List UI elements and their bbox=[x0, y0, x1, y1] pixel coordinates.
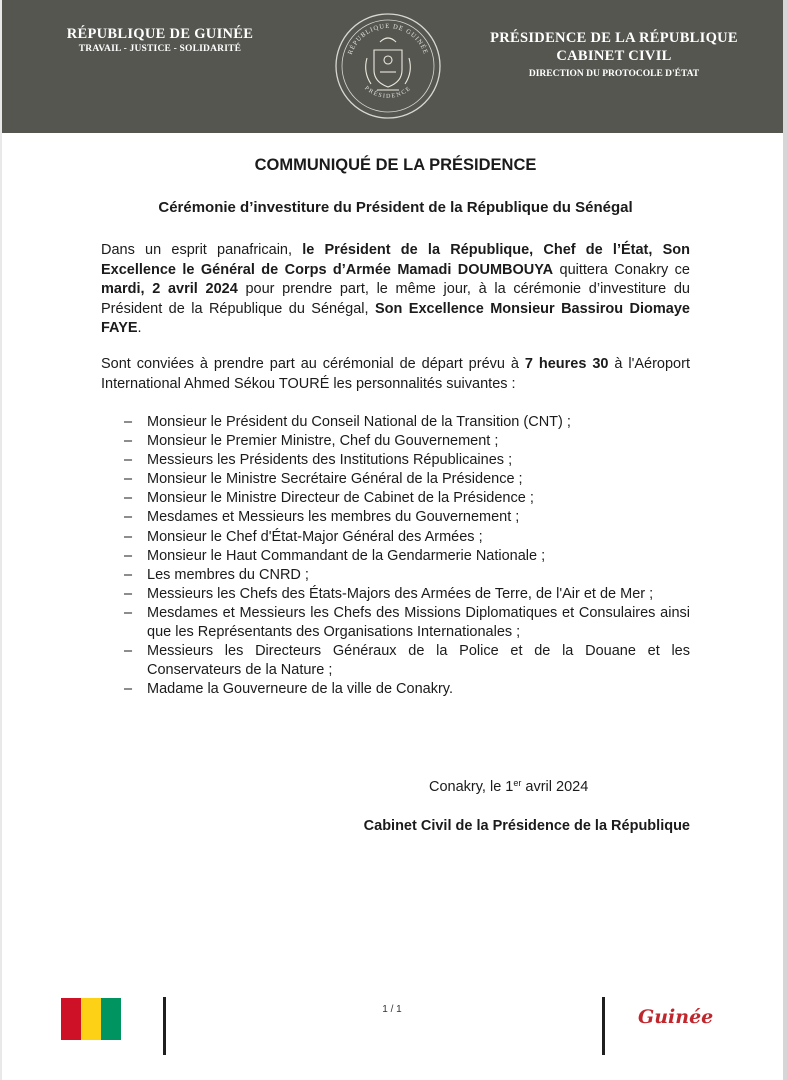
list-dash: – bbox=[124, 566, 133, 583]
p1-text-a: Dans un esprit panafricain, bbox=[101, 242, 303, 258]
date-suffix: avril 2024 bbox=[521, 779, 589, 795]
p1-president-title: le Président de la République, Chef de l’État, Son Excellence le Général de Corps d’Armée Mamadi DOUMBOUYA bbox=[101, 242, 690, 278]
list-dash: – bbox=[124, 681, 133, 698]
list-item-text: Monsieur le Chef d'État-Major Général des Armées ; bbox=[147, 528, 483, 545]
p2-time: 7 heures 30 bbox=[524, 356, 609, 372]
seal-text-top: RÉPUBLIQUE DE GUINÉE bbox=[346, 22, 430, 56]
document-date bbox=[429, 778, 588, 795]
list-item bbox=[101, 547, 690, 566]
list-item bbox=[101, 566, 690, 585]
list-item bbox=[101, 413, 690, 432]
presidency-name: PRÉSIDENCE DE LA RÉPUBLIQUE bbox=[490, 30, 738, 46]
footer-divider-right bbox=[602, 997, 605, 1055]
letterhead-right bbox=[480, 30, 748, 79]
list-dash: – bbox=[124, 643, 133, 660]
svg-text:PRÉSIDENCE bbox=[363, 85, 412, 99]
list-dash: – bbox=[124, 509, 133, 526]
list-dash: – bbox=[124, 547, 133, 564]
invitee-list bbox=[101, 413, 690, 699]
flag-stripe-yellow bbox=[81, 998, 101, 1040]
list-item bbox=[101, 604, 690, 642]
page-edge bbox=[783, 0, 787, 1080]
list-item-text: Monsieur le Ministre Directeur de Cabinet de la Présidence ; bbox=[147, 490, 534, 507]
p1-text-e: pour prendre part, le même jour, à la cérémonie d’investiture du Président de la République du Sénégal, bbox=[101, 281, 690, 317]
date-prefix: Conakry, le 1 bbox=[429, 779, 514, 795]
list-item bbox=[101, 680, 690, 699]
seal-text-bottom: PRÉSIDENCE bbox=[363, 85, 413, 100]
list-dash: – bbox=[124, 414, 133, 430]
list-item bbox=[101, 489, 690, 508]
letterhead-left bbox=[60, 26, 260, 54]
list-dash: – bbox=[124, 433, 133, 450]
list-item bbox=[101, 508, 690, 527]
list-item-text: Madame la Gouverneure de la ville de Conakry. bbox=[147, 681, 454, 698]
p1-date: mardi, 2 avril 2024 bbox=[101, 281, 238, 297]
list-dash: – bbox=[124, 604, 133, 621]
presidential-seal-icon bbox=[333, 10, 443, 122]
p1-text-g: . bbox=[137, 320, 142, 336]
list-item-text: Les membres du CNRD ; bbox=[147, 566, 309, 583]
flag-stripe-red bbox=[61, 998, 81, 1040]
list-item-text: Messieurs les Chefs des États-Majors des Armées de Terre, de l'Air et de Mer ; bbox=[147, 585, 654, 602]
p2-text-a: Sont conviées à prendre part au cérémonial de départ prévu à bbox=[101, 356, 525, 372]
national-motto: TRAVAIL - JUSTICE - SOLIDARITÉ bbox=[78, 44, 242, 54]
list-item bbox=[101, 432, 690, 451]
list-item bbox=[101, 470, 690, 489]
list-item bbox=[101, 451, 690, 470]
document-page bbox=[2, 0, 783, 1080]
list-item-text: Monsieur le Ministre Secrétaire Général de la Présidence ; bbox=[147, 471, 523, 488]
list-item bbox=[101, 585, 690, 604]
guinea-flag-icon bbox=[61, 998, 121, 1040]
list-item-text: Monsieur le Premier Ministre, Chef du Gouvernement ; bbox=[147, 433, 499, 450]
svg-text:RÉPUBLIQUE DE GUINÉE bbox=[347, 23, 429, 56]
list-item-text: Messieurs les Présidents des Institutions Républicaines ; bbox=[147, 452, 513, 469]
paragraph-invitees bbox=[101, 355, 690, 394]
page-number: 1 / 1 bbox=[382, 1004, 402, 1015]
document-title: COMMUNIQUÉ DE LA PRÉSIDENCE bbox=[254, 156, 537, 174]
signature: Cabinet Civil de la Présidence de la République bbox=[363, 818, 690, 834]
cabinet-name: CABINET CIVIL bbox=[556, 48, 672, 64]
p2-text-c: à l'Aéroport International Ahmed Sékou TOURÉ les personnalités suivantes : bbox=[101, 356, 690, 392]
list-item bbox=[101, 642, 690, 680]
letterhead bbox=[2, 0, 783, 133]
list-item-text: Messieurs les Directeurs Généraux de la Police et de la Douane et les Conservateurs de la Nature ; bbox=[147, 643, 690, 679]
footer-divider-left bbox=[163, 997, 166, 1055]
list-dash: – bbox=[124, 490, 133, 507]
p1-senegal-president: Son Excellence Monsieur Bassirou Diomaye FAYE bbox=[101, 300, 690, 336]
country-name: RÉPUBLIQUE DE GUINÉE bbox=[66, 26, 254, 42]
list-dash: – bbox=[124, 452, 133, 469]
list-item-text: Monsieur le Président du Conseil National de la Transition (CNT) ; bbox=[147, 414, 571, 430]
list-dash: – bbox=[124, 528, 133, 545]
list-item-text: Mesdames et Messieurs les Chefs des Missions Diplomatiques et Consulaires ainsi que les Représentants des Organisations Internationales ; bbox=[147, 604, 690, 641]
guinee-brand-logo: Guinée bbox=[638, 1006, 714, 1028]
list-item-text: Mesdames et Messieurs les membres du Gouvernement ; bbox=[147, 509, 520, 526]
p1-text-c: quittera Conakry ce bbox=[553, 261, 690, 278]
list-item bbox=[101, 528, 690, 547]
document-subtitle: Cérémonie d’investiture du Président de la République du Sénégal bbox=[158, 199, 633, 216]
list-dash: – bbox=[124, 471, 133, 488]
date-ordinal: er bbox=[513, 778, 522, 788]
flag-stripe-green bbox=[101, 998, 121, 1040]
paragraph-announcement bbox=[101, 241, 690, 339]
list-item-text: Monsieur le Haut Commandant de la Gendarmerie Nationale ; bbox=[147, 547, 546, 564]
list-dash: – bbox=[124, 585, 133, 602]
direction-name: DIRECTION DU PROTOCOLE D'ÉTAT bbox=[528, 69, 700, 79]
